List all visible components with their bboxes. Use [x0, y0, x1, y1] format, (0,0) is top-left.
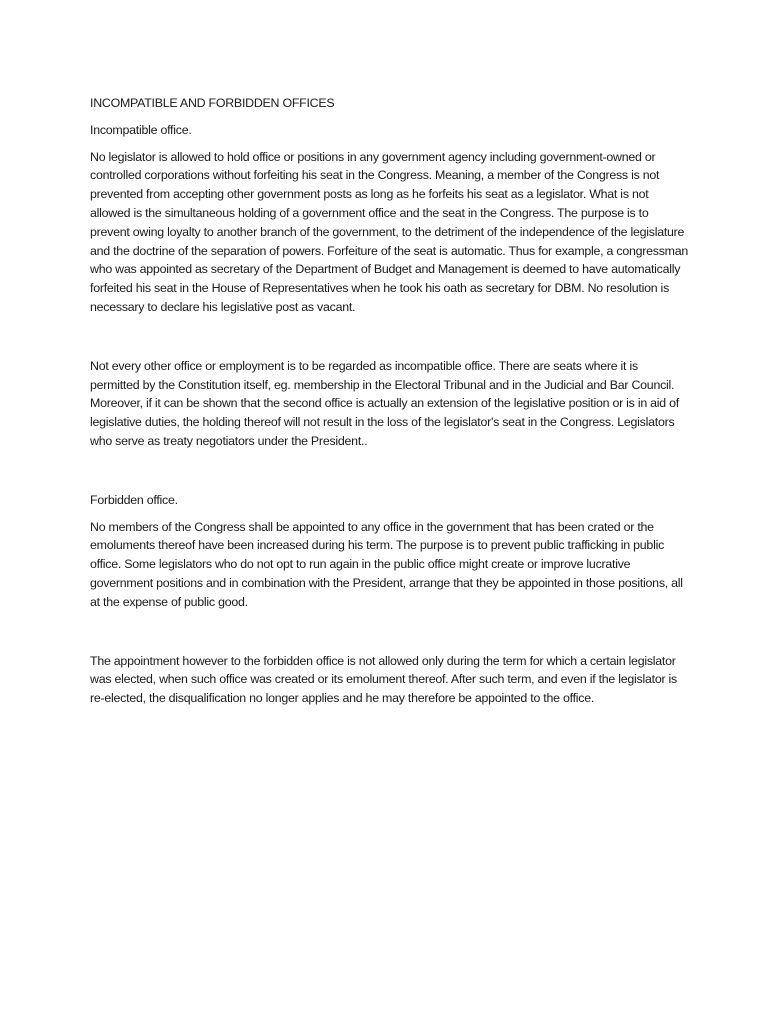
- paragraph-gap: [90, 325, 690, 357]
- paragraph: The appointment however to the forbidden office is not allowed only during the term for which a certain legislator was elected, when such office was created or its emolument thereof. After such term, and even if the legislator is re-elected, the disqualification no longer applies and he may therefore be appointed to the office.: [90, 653, 677, 706]
- paragraph-gap: [90, 620, 690, 652]
- paragraph: No legislator is allowed to hold office or positions in any government agency including government-owned or controlled corporations without forfeiting his seat in the Congress. Meaning, a member of the Congress is not prevented from accepting other government posts as long as he forfeits his seat as a legislator. What is not allowed is the simultaneous holding of a government office and the seat in the Congress. The purpose is to prevent owing loyalty to another branch of the government, to the detriment of the independence of the legislature and the doctrine of the separation of powers. Forfeiture of the seat is automatic. Thus for example, a congressman who was appointed as secretary of the Department of Budget and Management is deemed to have automatically forfeited his seat in the House of Representatives when he took his oath as secretary for DBM. No resolution is necessary to declare his legislative post as vacant.: [90, 149, 689, 314]
- document-title: INCOMPATIBLE AND FORBIDDEN OFFICES: [90, 96, 335, 110]
- document-page: [90, 94, 690, 716]
- section-heading-forbidden: Forbidden office.: [90, 492, 178, 507]
- paragraph: No members of the Congress shall be appointed to any office in the government that has been crated or the emoluments thereof have been increased during his term. The purpose is to prevent public trafficking in public office. Some legislators who do not opt to run again in the public office might create or improve lucrative government positions and in combination with the President, arrange that they be appointed in those positions, all at the expense of public good.: [90, 519, 683, 609]
- paragraph: Not every other office or employment is to be regarded as incompatible office. There are seats where it is permitted by the Constitution itself, eg. membership in the Electoral Tribunal and in the Judicial and Bar Council. Moreover, if it can be shown that the second office is actually an extension of the legislative position or is in aid of legislative duties, the holding thereof will not result in the loss of the legislator's seat in the Congress. Legislators who serve as treaty negotiators under the President..: [90, 358, 679, 448]
- section-heading-incompatible: Incompatible office.: [90, 122, 192, 137]
- paragraph-gap: [90, 459, 690, 491]
